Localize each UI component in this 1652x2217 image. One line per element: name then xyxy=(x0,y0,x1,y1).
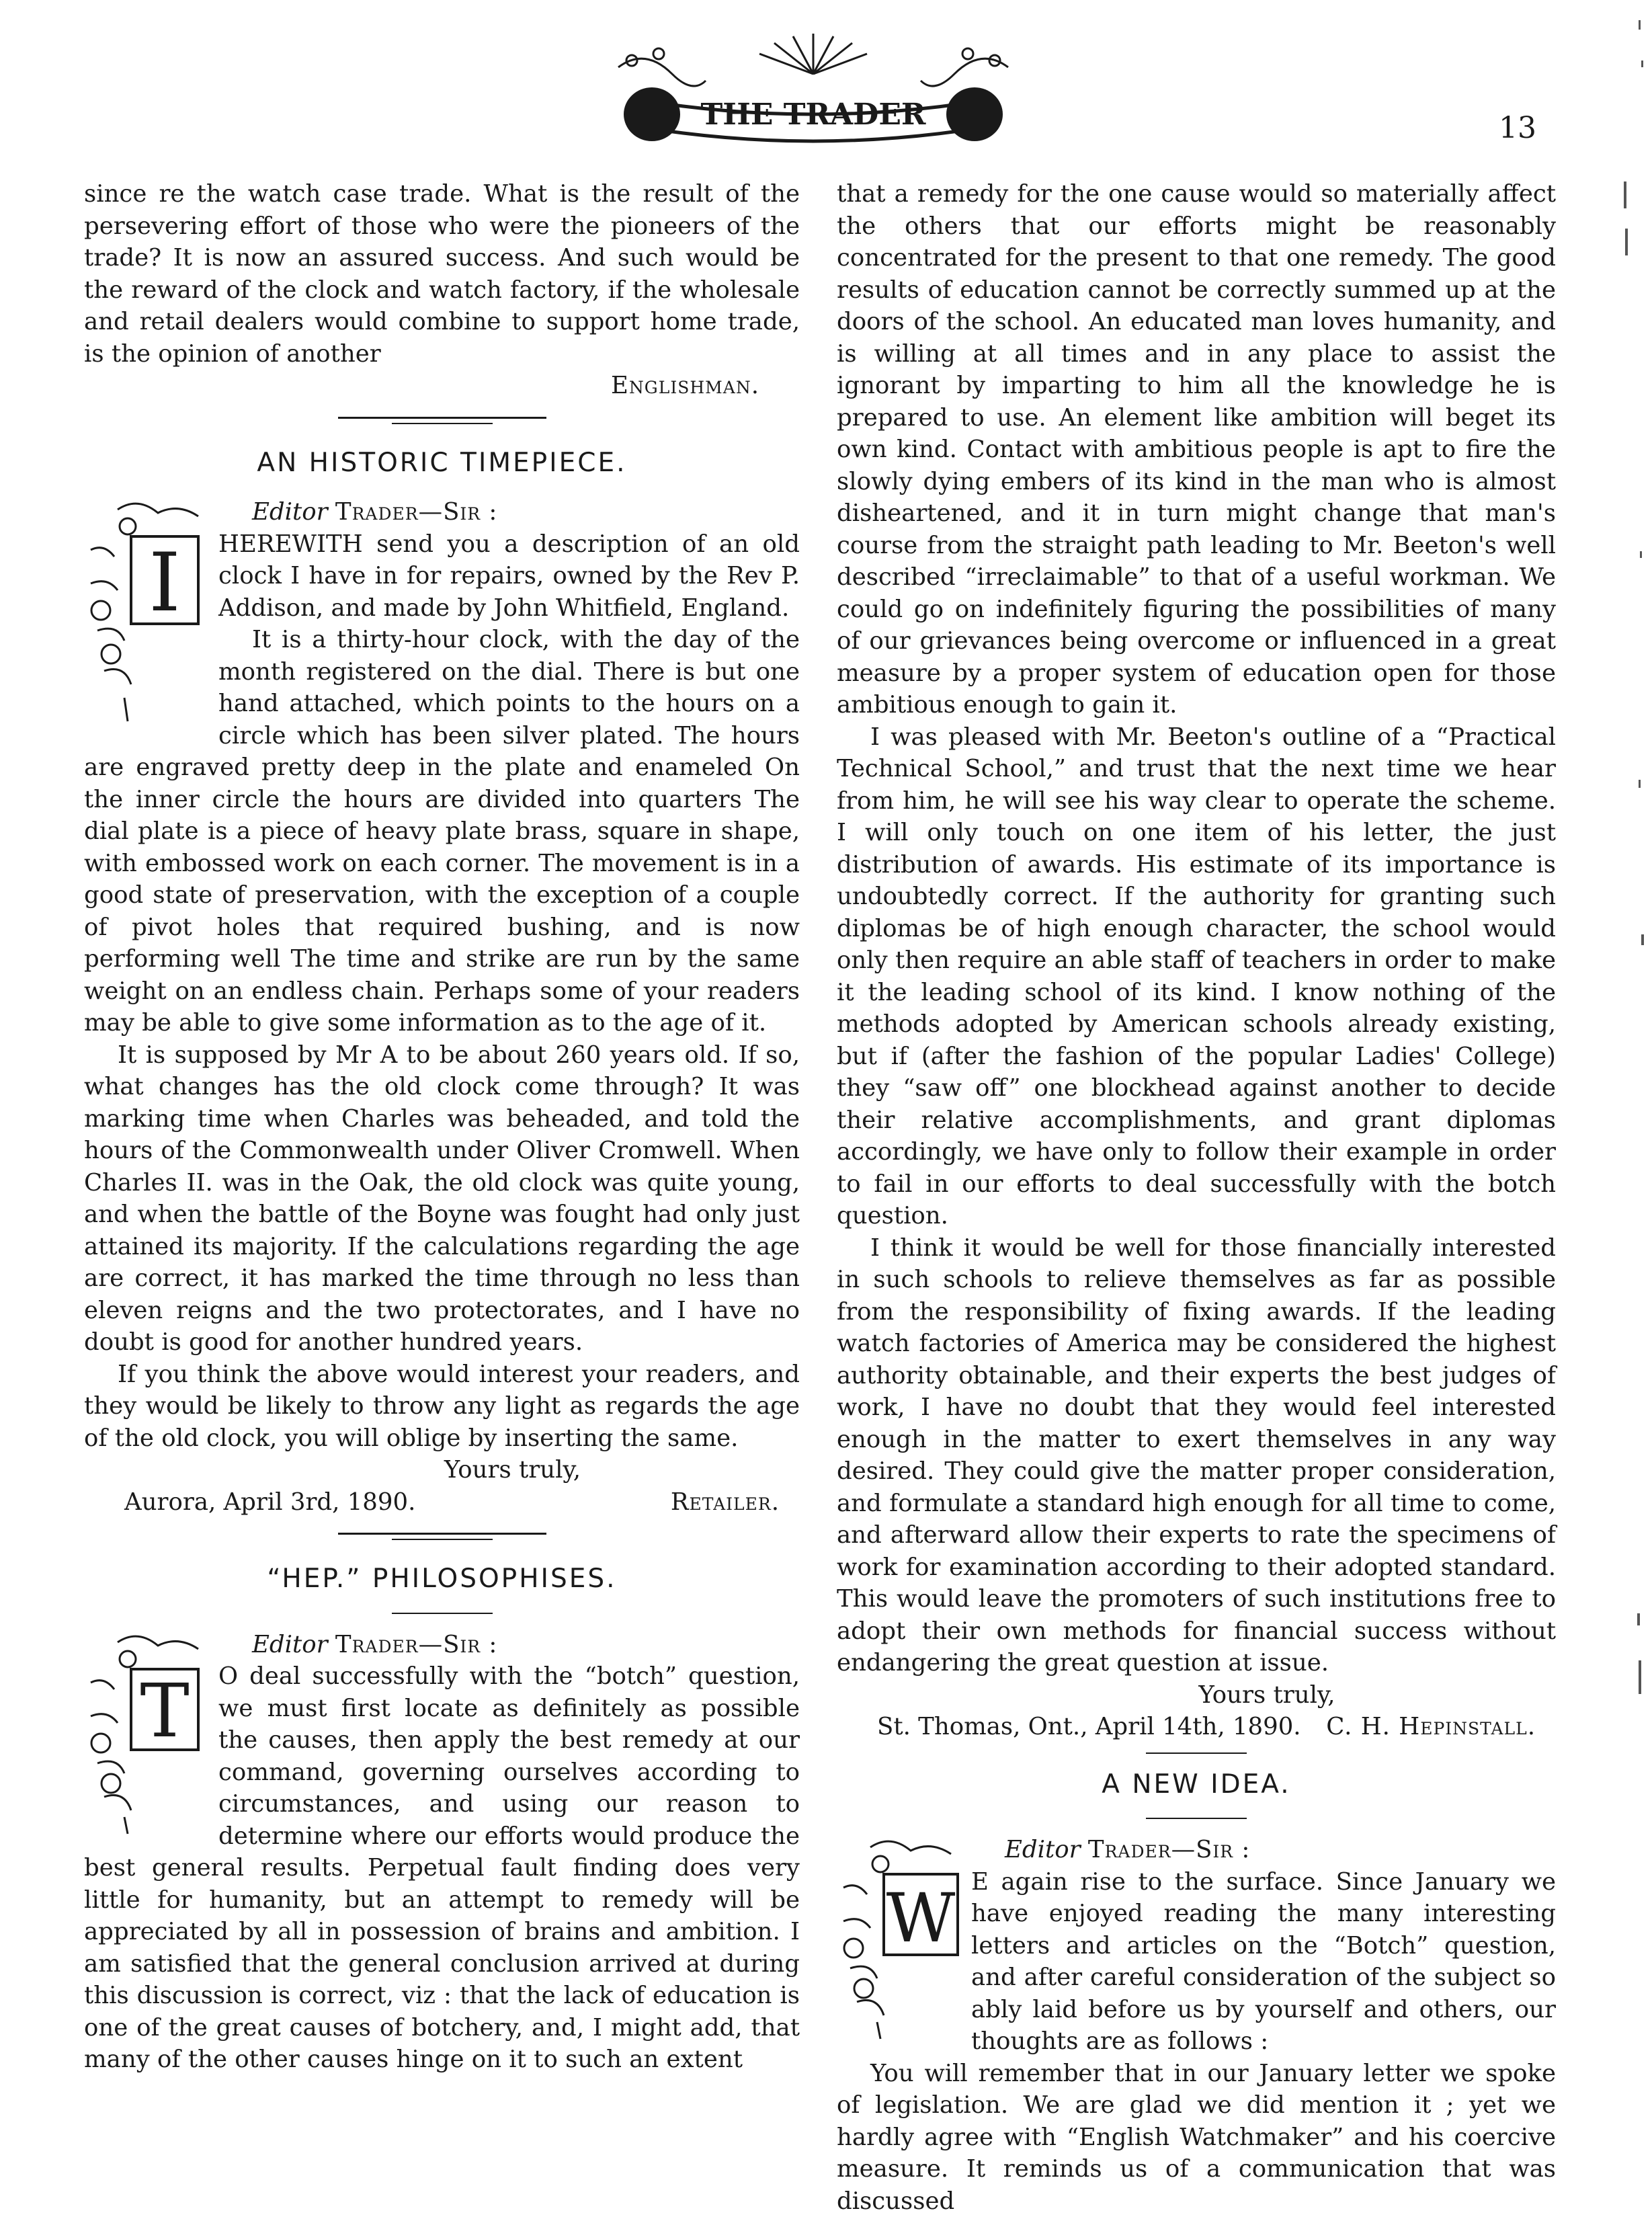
ornamental-dropcap-icon xyxy=(77,496,212,725)
dropcap-letter: W xyxy=(886,1879,956,1958)
salutation-rest: Trader—Sir : xyxy=(1088,1836,1250,1863)
article-paragraph: It is a thirty-hour clock, with the day of the month registered on the dial. There is but one hand attached, which points to the hours on a circle which has been silver plated. The hours are engraved pretty deep in the plate and enameled On the inner circle the hours are divided into quarters The dial plate is a piece of heavy plate brass, square in shape, with embossed work on each corner. The movement is in a good state of preservation, with the exception of a couple of pivot holes that required bushing, and is now performing well The time and strike are run by the same weight on an endless chain. Perhaps some of your readers may be able to give some information as to the age of it. xyxy=(84,624,800,1039)
article-paragraph: HEREWITH send you a description of an old clock I have in for repairs, owned by the Rev P. Addison, and made by John Whitfield, England. xyxy=(84,528,800,624)
ornamental-dropcap-icon xyxy=(77,1629,212,1837)
left-emblem-icon xyxy=(624,87,680,141)
masthead-ornament xyxy=(605,27,1022,148)
heading-rule xyxy=(392,1613,493,1614)
salutation-editor: Editor xyxy=(252,1631,328,1658)
masthead-title: THE TRADER xyxy=(701,97,926,132)
article-heading-hep-philosophises: “HEP.” PHILOSOPHISES. xyxy=(84,1563,800,1595)
salutation-rest: Trader—Sir : xyxy=(335,498,497,526)
signature: Retailer. xyxy=(671,1486,780,1519)
article-new-idea xyxy=(837,1834,1556,2058)
signature: C. H. Hepinstall. xyxy=(1326,1711,1536,1743)
place-date: Aurora, April 3rd, 1890. xyxy=(124,1486,415,1519)
dropcap-letter: I xyxy=(149,536,180,630)
article-paragraph: If you think the above would interest your readers, and they would be likely to throw any light as regards the age of the old clock, you will oblige by inserting the same. xyxy=(84,1359,800,1455)
scan-margin-marks xyxy=(1612,0,1652,2171)
right-emblem-icon xyxy=(946,87,1003,141)
article-paragraph: I was pleased with Mr. Beeton's outline of a “Practical Technical School,” and trust that the next time we hear from him, he will see his way clear to operate the scheme. I will only touch on one item of his letter, the just distribution of awards. His estimate of its importance is undoubtedly correct. If the authority for granting such diplomas be of high enough character, the school would only then require an able staff of teachers in order to make it the leading school of its kind. I know nothing of the methods adopted by American schools already existing, but if (after the fashion of the popular Ladies' College) they “saw off” one blockhead against another to decide their relative accomplishments, and grant diplomas accordingly, we have only to follow their example in order to fail in our efforts to deal successfully with the botch question. xyxy=(837,721,1556,1232)
article-paragraph: I think it would be well for those financially interested in such schools to relieve themselves as far as possible from the responsibility of fixing awards. If the leading watch factories of America may be considered the highest authority obtainable, and their experts the best judges of work, I have no doubt that they would feel interested enough in the matter to exert themselves in any way desired. They could give the matter proper consideration, and formulate a standard high enough for all time to come, and afterward allow their experts to rate the specimens of work for examination according to their adopted standard. This would leave the promoters of such institutions free to adopt their own methods for financial success without endangering the great question at issue. xyxy=(837,1232,1556,1679)
intro-signature: Englishman. xyxy=(84,370,800,402)
article-heading-new-idea: A NEW IDEA. xyxy=(837,1769,1556,1801)
article-historic-timepiece xyxy=(84,496,800,1039)
signature-line xyxy=(84,1486,800,1519)
article-paragraph: It is supposed by Mr A to be about 260 years old. If so, what changes has the old clock come through? It was marking time when Charles was beheaded, and told the hours of the Commonwealth under Oliver Cromwell. When Charles II. was in the Oak, the old clock was quite young, and when the battle of the Boyne was fought had only just attained its majority. If the calculations regarding the age are correct, it has marked the time through no less than eleven reigns and the two protectorates, and I have no doubt is good for another hundred years. xyxy=(84,1039,800,1359)
salutation-editor: Editor xyxy=(1005,1836,1081,1863)
ornamental-dropcap-icon xyxy=(830,1834,964,2042)
right-column xyxy=(837,178,1556,2217)
salutation-rest: Trader—Sir : xyxy=(335,1631,497,1658)
heading-rule xyxy=(1146,1818,1247,1819)
sunburst-icon xyxy=(759,34,867,74)
article-heading-historic-timepiece: AN HISTORIC TIMEPIECE. xyxy=(84,447,800,479)
closing: Yours truly, xyxy=(837,1679,1556,1711)
article-hep-philosophises xyxy=(84,1629,800,2076)
salutation-editor: Editor xyxy=(252,498,328,526)
section-divider xyxy=(338,1533,546,1540)
article-paragraph: E again rise to the surface. Since January we have enjoyed reading the many interesting letters and articles on the “Botch” question, and after careful consideration of the subject so ably laid before us by yourself and others, our thoughts are as follows : xyxy=(837,1866,1556,2058)
signature-line xyxy=(837,1711,1556,1743)
dropcap-letter: T xyxy=(140,1668,189,1754)
intro-paragraph: since re the watch case trade. What is the result of the persevering effort of those who were the pioneers of the trade? It is now an assured success. And such would be the reward of the clock and watch factory, if the wholesale and retail dealers would combine to support home trade, is the opinion of another xyxy=(84,178,800,370)
place-date: St. Thomas, Ont., April 14th, 1890. xyxy=(877,1711,1301,1743)
continued-paragraph: that a remedy for the one cause would so materially affect the others that our efforts might be reasonably concentrated for the present to that one remedy. The good results of education cannot be correctly summed up at the doors of the school. An educated man loves humanity, and is willing at all times and in any place to assist the ignorant by imparting to him all the knowledge he is prepared to use. An element like ambition will beget its own kind. Contact with ambitious people is apt to fire the slowly dying embers of its kind in the man who is almost disheartened, and it in turn might change that man's course from the straight path leading to Mr. Beeton's well described “irreclaimable” to that of a useful workman. We could go on indefinitely figuring the possibilities of many of our grievances being overcome or influenced in a great measure by a proper system of education open for those ambitious enough to gain it. xyxy=(837,178,1556,721)
page-number: 13 xyxy=(1499,111,1536,145)
article-paragraph: O deal successfully with the “botch” question, we must first locate as definitely as possible the causes, then apply the best remedy at our command, governing ourselves according to circumstances, and using our reason to determine where our efforts would produce the best general results. Perpetual fault finding does very little for humanity, but an attempt to remedy will be appreciated by all in possession of brains and ambition. I am satisfied that the general conclusion arrived at during this discussion is correct, viz : that the lack of education is one of the great causes of botchery, and, I might add, that many of the other causes hinge on it to such an extent xyxy=(84,1660,800,2076)
left-column xyxy=(84,178,800,2076)
section-divider xyxy=(338,417,546,424)
section-divider xyxy=(1146,1752,1247,1754)
article-paragraph: You will remember that in our January letter we spoke of legislation. We are glad we did mention it ; yet we hardly agree with “English Watchmaker” and his coercive measure. It reminds us of a communication that was discussed xyxy=(837,2058,1556,2217)
closing: Yours truly, xyxy=(84,1454,800,1486)
